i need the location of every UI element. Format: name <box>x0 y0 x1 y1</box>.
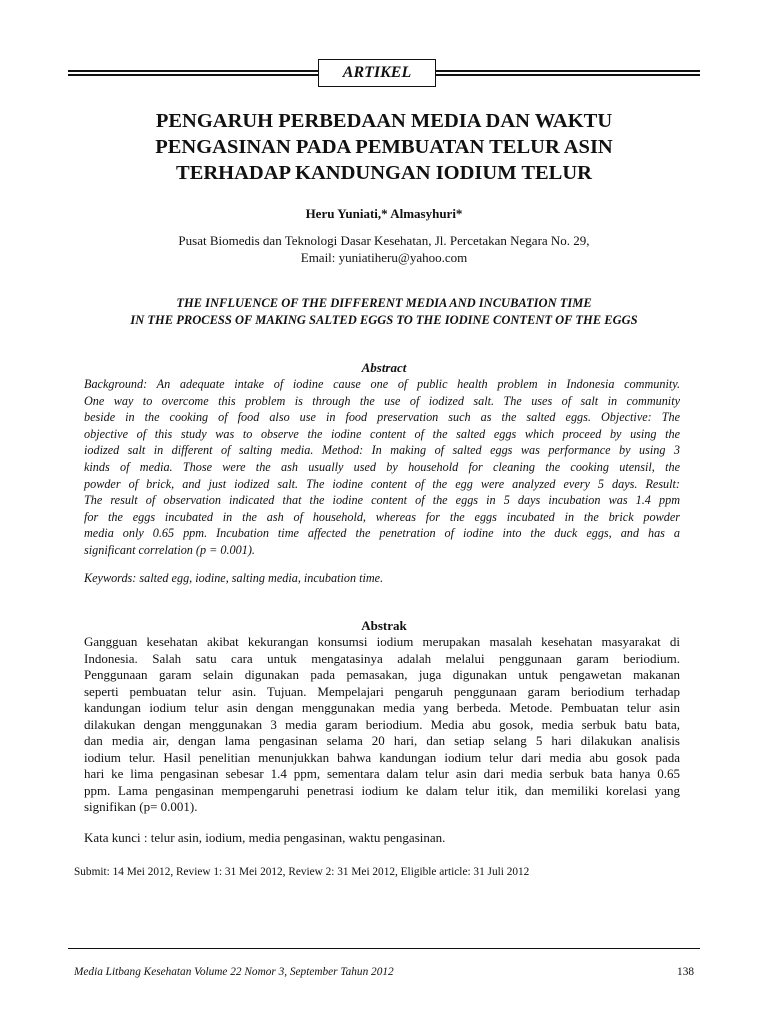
email-line: Email: yuniatiheru@yahoo.com <box>300 250 468 265</box>
abstract-line: One way to overcome this problem is through the use of iodized salt. The uses of salt in community <box>84 393 680 408</box>
abstract-line: kinds of media. Those were the ash usually used by household for cleaning the cooking utensil, the <box>84 459 680 474</box>
english-title-line: THE INFLUENCE OF THE DIFFERENT MEDIA AND INCUBATION TIME <box>176 296 592 310</box>
title-line: TERHADAP KANDUNGAN IODIUM TELUR <box>176 162 592 184</box>
abstrak-line: Indonesia. Salah satu cara untuk mengatasinya adalah melalui penggunaan garam beriodium. <box>84 650 680 666</box>
kata-kunci: Kata kunci : telur asin, iodium, media pengasinan, waktu pengasinan. <box>84 830 446 845</box>
abstract-line: The result of observation indicated that the iodine content of the eggs in 5 days incubation was 1.4 ppm <box>84 493 680 508</box>
abstrak-line: ppm. Lama pengasinan mempengaruhi penetrasi iodium ke dalam telur itik, dan memiliki korelasi yang <box>84 782 680 798</box>
abstract-line: for the eggs incubated in the ash of household, whereas for the eggs incubated in the brick powder <box>84 509 680 524</box>
abstrak-heading: Abstrak <box>361 618 407 633</box>
title-line: PENGASINAN PADA PEMBUATAN TELUR ASIN <box>155 136 613 158</box>
abstrak-line: seperti pembuatan telur asin. Tujuan. Mempelajari pengaruh penggunaan garam beriodium terhadap <box>84 683 680 699</box>
abstract-line: objective of this study was to observe the iodine content of the salted eggs which proceed by using the <box>84 426 680 441</box>
abstract-line: significant correlation (p = 0.001). <box>84 542 255 557</box>
keywords: Keywords: salted egg, iodine, salting media, incubation time. <box>84 571 384 585</box>
abstract-line: beside in the cooking of food also use in food preservation such as the salted eggs. Objective: The <box>84 410 680 425</box>
abstrak-line: signifikan (p= 0.001). <box>84 799 198 814</box>
abstrak-line: iodium telur. Hasil penelitian menunjukkan bahwa kandungan iodium telur dari media abu gosok pada <box>84 749 680 765</box>
abstrak-body <box>84 634 680 816</box>
english-title-line: IN THE PROCESS OF MAKING SALTED EGGS TO THE IODINE CONTENT OF THE EGGS <box>130 313 638 327</box>
article-type-label: ARTIKEL <box>318 59 436 87</box>
authors: Heru Yuniati,* Almasyhuri* <box>305 206 463 221</box>
abstract-line: Background: An adequate intake of iodine cause one of public health problem in Indonesia community. <box>84 377 680 391</box>
abstract-line: media only 0.65 ppm. Incubation time affected the penetration of iodine into the duck eggs, and has a <box>84 526 680 541</box>
abstrak-line: Gangguan kesehatan akibat kekurangan konsumsi iodium merupakan masalah kesehatan masyarakat di <box>84 634 680 649</box>
submission-info: Submit: 14 Mei 2012, Review 1: 31 Mei 2012, Review 2: 31 Mei 2012, Eligible article: 31 Juli 2012 <box>74 866 530 878</box>
footer-rule <box>68 948 700 949</box>
abstrak-line: dilakukan dengan menggunakan 3 media garam beriodium. Media abu gosok, media serbuk batu bata, <box>84 716 680 732</box>
affiliation <box>0 232 768 266</box>
english-title <box>60 295 708 329</box>
page-title <box>90 108 678 186</box>
journal-citation: Media Litbang Kesehatan Volume 22 Nomor 3, September Tahun 2012 <box>74 966 394 978</box>
page-number: 138 <box>677 966 694 978</box>
abstrak-line: kandungan iodium telur asin dengan menggunakan media yang berbeda. Metode. Pembuatan telur asin <box>84 700 680 715</box>
abstract-line: powder of brick, and just iodized salt. The iodine content of the egg were analyzed every 5 days. Result: <box>84 476 680 491</box>
affiliation-line: Pusat Biomedis dan Teknologi Dasar Kesehatan, Jl. Percetakan Negara No. 29, <box>178 233 590 248</box>
title-line: PENGARUH PERBEDAAN MEDIA DAN WAKTU <box>155 110 613 132</box>
abstrak-line: hari ke lima pengasinan sebesar 1.4 ppm, sementara dalam telur asin dari media serbuk bata hanya 0.65 <box>84 766 680 781</box>
abstrak-line: Penggunaan garam selain digunakan pada pemasakan, juga digunakan untuk pengawetan makanan <box>84 667 680 682</box>
abstrak-line: dan media air, dengan lama pengasinan selama 20 hari, dan setiap selang 5 hari dilakukan analisis <box>84 733 680 748</box>
abstract-body <box>84 376 680 559</box>
abstract-heading: Abstract <box>361 360 407 375</box>
abstract-line: iodized salt in different of salting media. Method: In making of salted eggs was performance by using 3 <box>84 443 680 458</box>
